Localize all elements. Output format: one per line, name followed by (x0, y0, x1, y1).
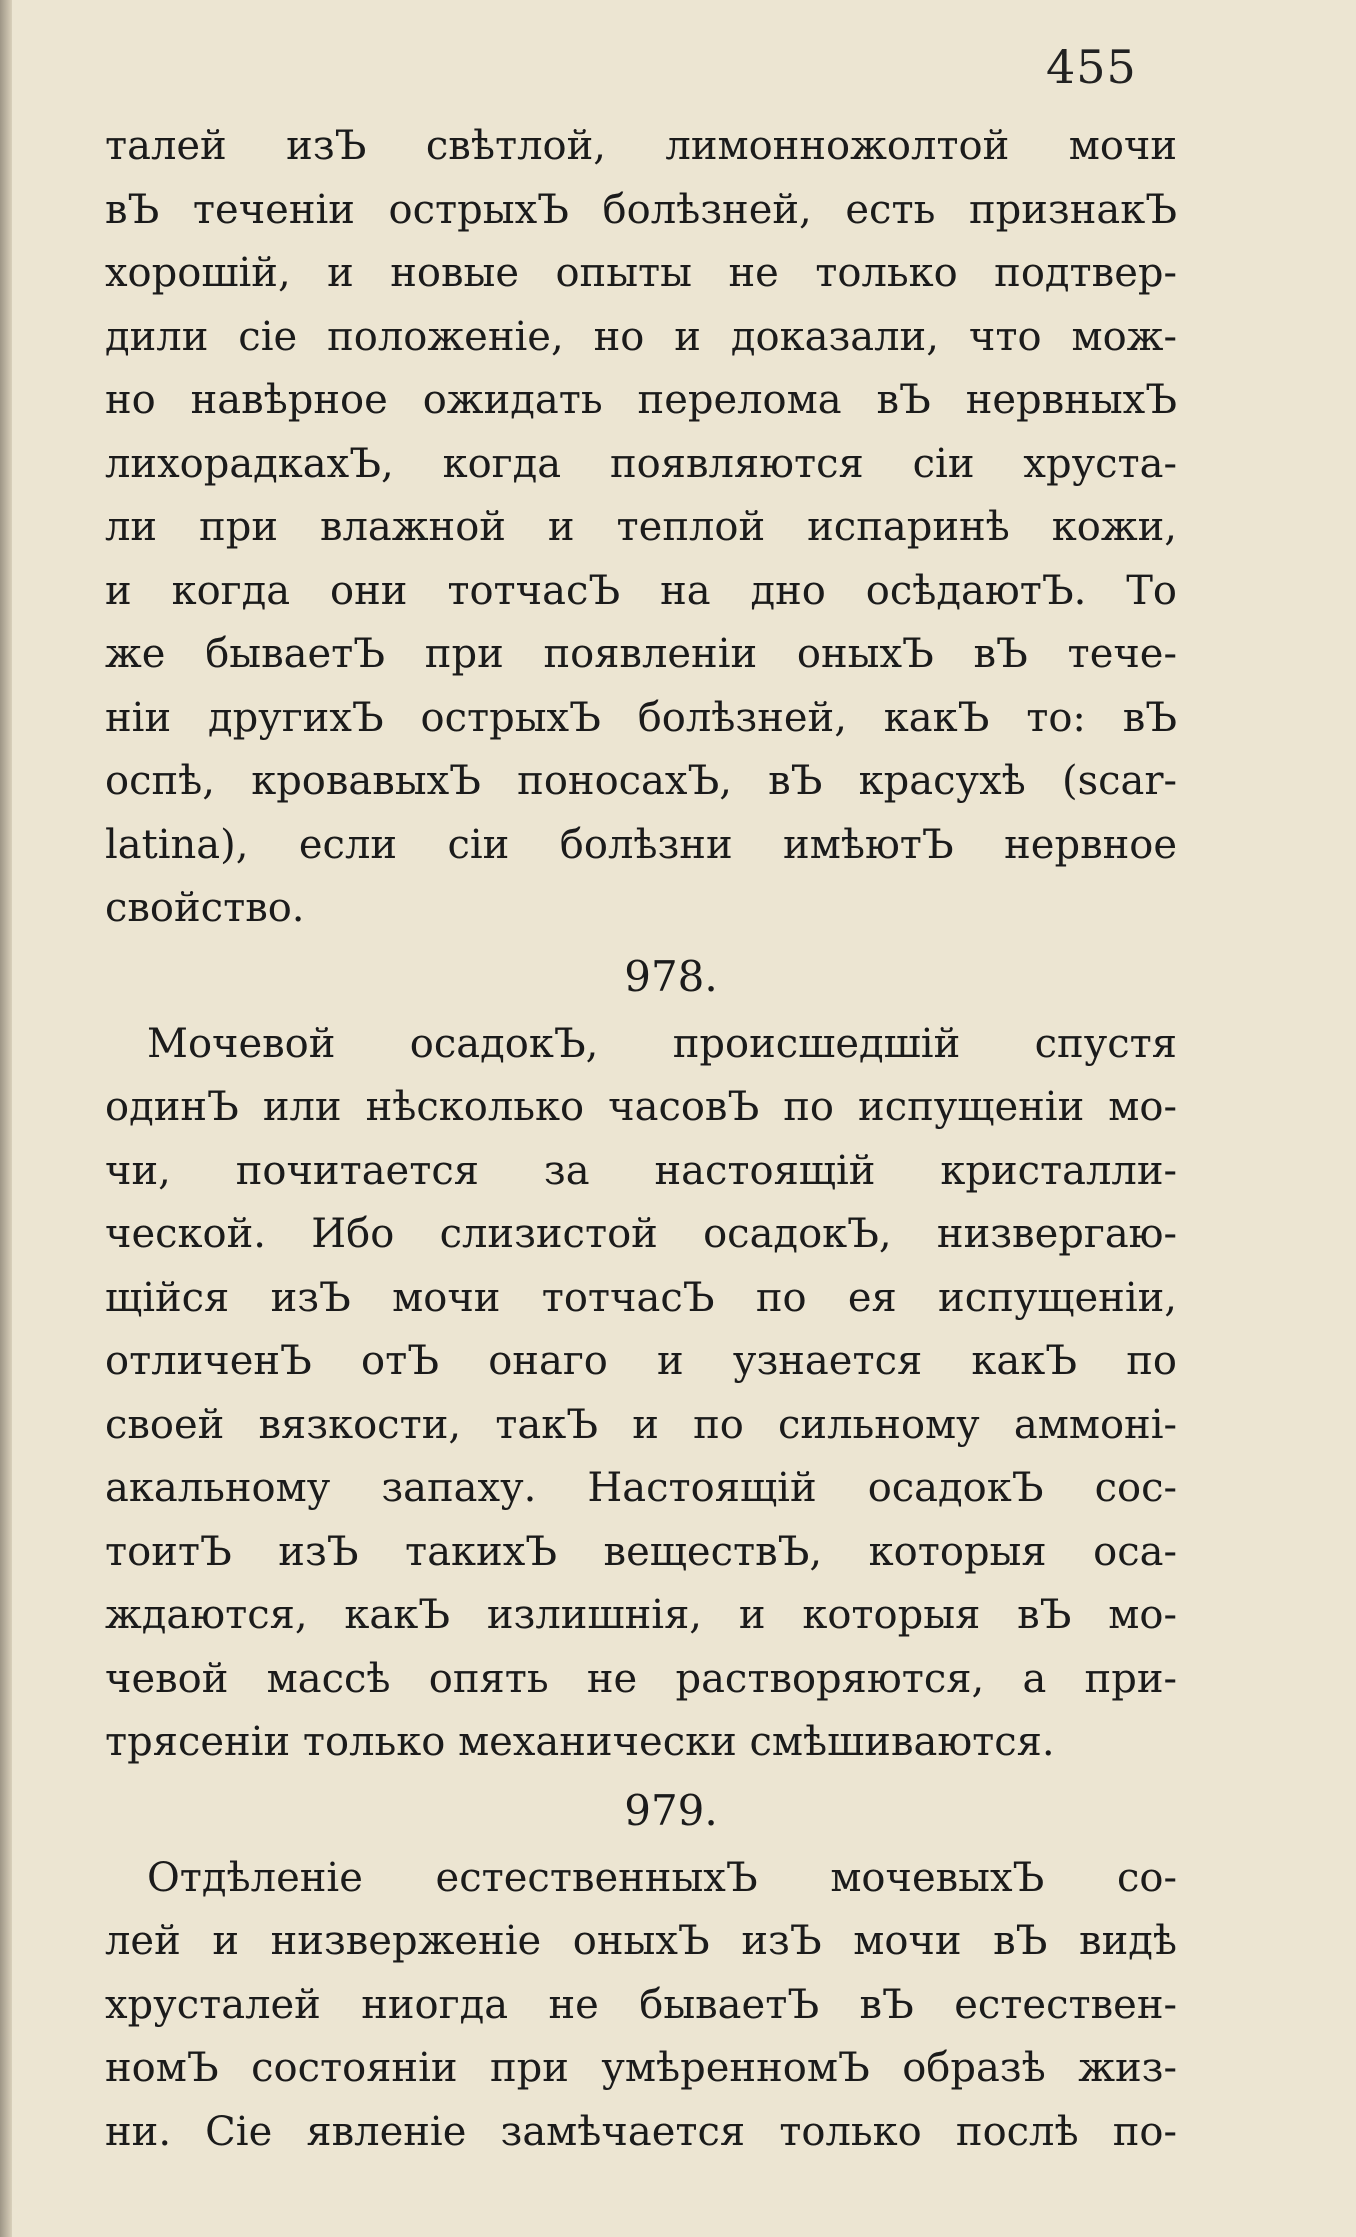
page-text (105, 115, 1177, 2164)
text-line: оспѣ, кровавыхЪ поносахЪ, вЪ красухѣ (scar- (105, 758, 1177, 804)
text-line: но навѣрное ожидать перелома вЪ нервныхЪ (105, 377, 1177, 423)
text-line: свойство. (105, 885, 305, 931)
text-line: хрусталей ниогда не бываетЪ вЪ естествен- (105, 1981, 1177, 2028)
text-line: своей вязкости, такЪ и по сильному аммоні- (105, 1401, 1177, 1448)
section-number-979: 979. (624, 1785, 718, 1835)
paragraph-1 (105, 115, 1177, 941)
text-line: щійся изЪ мочи тотчасЪ по ея испущеніи, (105, 1274, 1177, 1321)
text-line: ніи другихЪ острыхЪ болѣзней, какЪ то: вЪ (105, 694, 1177, 741)
text-line: акальному запаху. Настоящій осадокЪ сос- (105, 1465, 1177, 1511)
text-line: чи, почитается за настоящій кристалли- (105, 1147, 1177, 1194)
text-line: ни. Сіе явленіе замѣчается только послѣ по- (105, 2108, 1177, 2155)
text-line: лей и низверженіе оныхЪ изЪ мочи вЪ видѣ (105, 1918, 1177, 1964)
text-line: отличенЪ отЪ онаго и узнается какЪ по (105, 1338, 1177, 1384)
page-edge-shadow (0, 0, 12, 2237)
text-line: ческой. Ибо слизистой осадокЪ, низвергаю- (105, 1211, 1177, 1257)
paragraph-978 (105, 1013, 1177, 1775)
page-number: 455 (1046, 40, 1137, 94)
text-line: дили сіе положеніе, но и доказали, что мож- (105, 313, 1177, 360)
text-line: лихорадкахЪ, когда появляются сіи хруста- (105, 440, 1177, 487)
text-line: номЪ состояніи при умѣренномЪ образѣ жиз- (105, 2045, 1177, 2091)
text-line: и когда они тотчасЪ на дно осѣдаютЪ. То (105, 567, 1177, 614)
text-line: хорошій, и новые опыты не только подтвер- (105, 250, 1177, 296)
text-line: latina), если сіи болѣзни имѣютЪ нервное (105, 821, 1177, 868)
text-line: тоитЪ изЪ такихЪ веществЪ, которыя оса- (105, 1528, 1177, 1575)
text-line: вЪ теченіи острыхЪ болѣзней, есть признакЪ (105, 186, 1177, 233)
text-line: Отдѣленіе естественныхЪ мочевыхЪ со- (147, 1854, 1177, 1901)
text-line: ждаются, какЪ излишнія, и которыя вЪ мо- (105, 1592, 1177, 1638)
text-line: же бываетЪ при появленіи оныхЪ вЪ тече- (105, 631, 1177, 677)
text-line: талей изЪ свѣтлой, лимонножолтой мочи (105, 123, 1177, 169)
text-line: Мочевой осадокЪ, происшедшій спустя (147, 1020, 1177, 1067)
text-line: ли при влажной и теплой испаринѣ кожи, (105, 504, 1177, 550)
text-line: трясеніи только механически смѣшиваются. (105, 1719, 1055, 1765)
text-line: чевой массѣ опять не растворяются, а при- (105, 1655, 1177, 1702)
section-number-978: 978. (624, 951, 718, 1001)
text-line: одинЪ или нѣсколько часовЪ по испущеніи мо- (105, 1084, 1177, 1130)
paragraph-979 (105, 1847, 1177, 2165)
